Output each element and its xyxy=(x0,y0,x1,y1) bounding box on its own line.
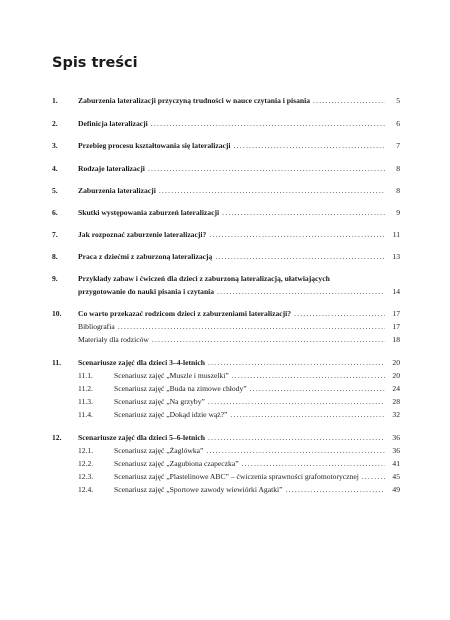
toc-entry-8[interactable] xyxy=(52,252,400,261)
toc-entry-label: Scenariusz zajęć „Żaglówka” xyxy=(114,446,204,455)
toc-entry-9[interactable] xyxy=(52,274,400,283)
toc-entry-label: Skutki występowania zaburzeń lateralizacji xyxy=(78,208,220,217)
toc-entry-page: 8 xyxy=(396,186,400,195)
toc-entry-page: 5 xyxy=(396,96,400,105)
toc-entry-label: Przykłady zabaw i ćwiczeń dla dzieci z zaburzoną lateralizacją, ułatwiających xyxy=(78,274,330,283)
toc-entry-number: 11. xyxy=(52,358,62,367)
toc-entry-page: 8 xyxy=(396,164,400,173)
dot-leader xyxy=(250,384,385,393)
toc-entry-number: 7. xyxy=(52,230,58,239)
toc-entry-label-line2: przygotowanie do nauki pisania i czytania xyxy=(78,287,215,296)
dot-leader xyxy=(159,186,385,195)
toc-entry-page: 20 xyxy=(392,371,400,380)
dot-leader xyxy=(294,309,385,318)
toc-entry-number: 4. xyxy=(52,164,58,173)
toc-entry-6[interactable] xyxy=(52,208,400,217)
toc-entry-label: Scenariusz zajęć „Plastelinowe ABC” – ćwiczenia sprawności grafomotorycznej xyxy=(114,472,359,481)
toc-entry-number: 12.2. xyxy=(78,459,94,468)
toc-entry-label: Scenariusz zajęć „Sportowe zawody wiewiórki Agatki” xyxy=(114,485,283,494)
toc-entry-9-continuation[interactable] xyxy=(52,287,400,296)
toc-entry-page: 7 xyxy=(396,141,400,150)
toc-entry-2[interactable] xyxy=(52,119,400,128)
toc-entry-page: 20 xyxy=(392,358,400,367)
dot-leader xyxy=(232,371,385,380)
dot-leader xyxy=(215,252,385,261)
toc-entry-number: 1. xyxy=(52,96,58,105)
toc-entry-number: 11.1. xyxy=(78,371,93,380)
toc-entry-label: Scenariusz zajęć „Zagubiona czapeczka” xyxy=(114,459,239,468)
toc-entry-number: 11.4. xyxy=(78,410,93,419)
toc-entry-page: 32 xyxy=(392,410,400,419)
toc-entry-page: 49 xyxy=(392,485,400,494)
toc-entry-number: 9. xyxy=(52,274,58,283)
toc-entry-number: 5. xyxy=(52,186,58,195)
toc-entry-page: 45 xyxy=(392,472,400,481)
dot-leader xyxy=(208,397,385,406)
toc-entry-1[interactable] xyxy=(52,96,400,105)
dot-leader xyxy=(206,446,385,455)
dot-leader xyxy=(208,433,385,442)
toc-entry-number: 11.3. xyxy=(78,397,93,406)
toc-entry-number: 12. xyxy=(52,433,62,442)
toc-entry-page: 36 xyxy=(392,446,400,455)
dot-leader xyxy=(242,459,385,468)
toc-entry-label: Scenariusz zajęć „Na grzyby” xyxy=(114,397,205,406)
toc-entry-label: Scenariusz zajęć „Buda na zimowe chłody” xyxy=(114,384,247,393)
toc-entry-label: Zaburzenia lateralizacji xyxy=(78,186,156,195)
toc-entry-11-4[interactable] xyxy=(52,410,400,419)
toc-entry-label: Jak rozpoznać zaburzenie lateralizacji? xyxy=(78,230,207,239)
toc-entry-label: Scenariusze zajęć dla dzieci 3–4-letnich xyxy=(78,358,205,367)
toc-entry-number: 8. xyxy=(52,252,58,261)
toc-entry-page: 18 xyxy=(392,335,400,344)
dot-leader xyxy=(148,164,385,173)
toc-entry-11-2[interactable] xyxy=(52,384,400,393)
dot-leader xyxy=(285,485,385,494)
toc-entry-number: 2. xyxy=(52,119,58,128)
toc-entry-label: Bibliografia xyxy=(78,322,115,331)
toc-entry-label: Rodzaje lateralizacji xyxy=(78,164,145,173)
dot-leader xyxy=(362,472,385,481)
toc-entry-12-1[interactable] xyxy=(52,446,400,455)
toc-entry-7[interactable] xyxy=(52,230,400,239)
toc-entry-label: Definicja lateralizacji xyxy=(78,119,148,128)
toc-entry-page: 24 xyxy=(392,384,400,393)
toc-entry-number: 12.3. xyxy=(78,472,94,481)
toc-entry-page: 13 xyxy=(392,252,400,261)
toc-entry-number: 10. xyxy=(52,309,62,318)
dot-leader xyxy=(152,335,385,344)
toc-entry-12-3[interactable] xyxy=(52,472,400,481)
toc-entry-page: 6 xyxy=(396,119,400,128)
toc-entry-12-2[interactable] xyxy=(52,459,400,468)
dot-leader xyxy=(208,358,385,367)
toc-entry-10[interactable] xyxy=(52,309,400,318)
toc-entry-label: Zaburzenia lateralizacji przyczyną trudności w nauce czytania i pisania xyxy=(78,96,311,105)
toc-entry-page: 28 xyxy=(392,397,400,406)
dot-leader xyxy=(217,287,385,296)
toc-entry-12-4[interactable] xyxy=(52,485,400,494)
toc-entry-label: Materiały dla rodziców xyxy=(78,335,149,344)
toc-title: Spis treści xyxy=(52,55,138,71)
toc-entry-5[interactable] xyxy=(52,186,400,195)
toc-entry-bibliografia[interactable] xyxy=(52,322,400,331)
toc-entry-label: Scenariusz zajęć „Muszle i muszelki” xyxy=(114,371,229,380)
toc-entry-label: Praca z dziećmi z zaburzoną lateralizacją xyxy=(78,252,213,261)
dot-leader xyxy=(222,208,385,217)
toc-entry-label: Co warto przekazać rodzicom dzieci z zaburzeniami lateralizacji? xyxy=(78,309,292,318)
dot-leader xyxy=(230,410,385,419)
toc-entry-11[interactable] xyxy=(52,358,400,367)
toc-entry-number: 3. xyxy=(52,141,58,150)
toc-entry-number: 12.1. xyxy=(78,446,94,455)
toc-entry-4[interactable] xyxy=(52,164,400,173)
toc-entry-label: Scenariusze zajęć dla dzieci 5–6-letnich xyxy=(78,433,205,442)
toc-entry-page: 41 xyxy=(392,459,400,468)
toc-entry-page: 36 xyxy=(392,433,400,442)
toc-entry-11-1[interactable] xyxy=(52,371,400,380)
toc-entry-page: 11 xyxy=(392,230,400,239)
toc-entry-11-3[interactable] xyxy=(52,397,400,406)
toc-entry-3[interactable] xyxy=(52,141,400,150)
dot-leader xyxy=(313,96,385,105)
toc-entry-page: 17 xyxy=(392,322,400,331)
dot-leader xyxy=(151,119,385,128)
toc-entry-page: 9 xyxy=(396,208,400,217)
toc-entry-label: Scenariusz zajęć „Dokąd idzie wąż?” xyxy=(114,410,228,419)
dot-leader xyxy=(234,141,385,150)
toc-entry-page: 14 xyxy=(392,287,400,296)
dot-leader xyxy=(118,322,385,331)
toc-entry-12[interactable] xyxy=(52,433,400,442)
toc-entry-number: 6. xyxy=(52,208,58,217)
toc-entry-label: Przebieg procesu kształtowania się lateralizacji xyxy=(78,141,231,150)
dot-leader xyxy=(209,230,385,239)
toc-entry-number: 11.2. xyxy=(78,384,93,393)
toc-entry-number: 12.4. xyxy=(78,485,94,494)
toc-entry-materialy[interactable] xyxy=(52,335,400,344)
toc-entry-page: 17 xyxy=(392,309,400,318)
